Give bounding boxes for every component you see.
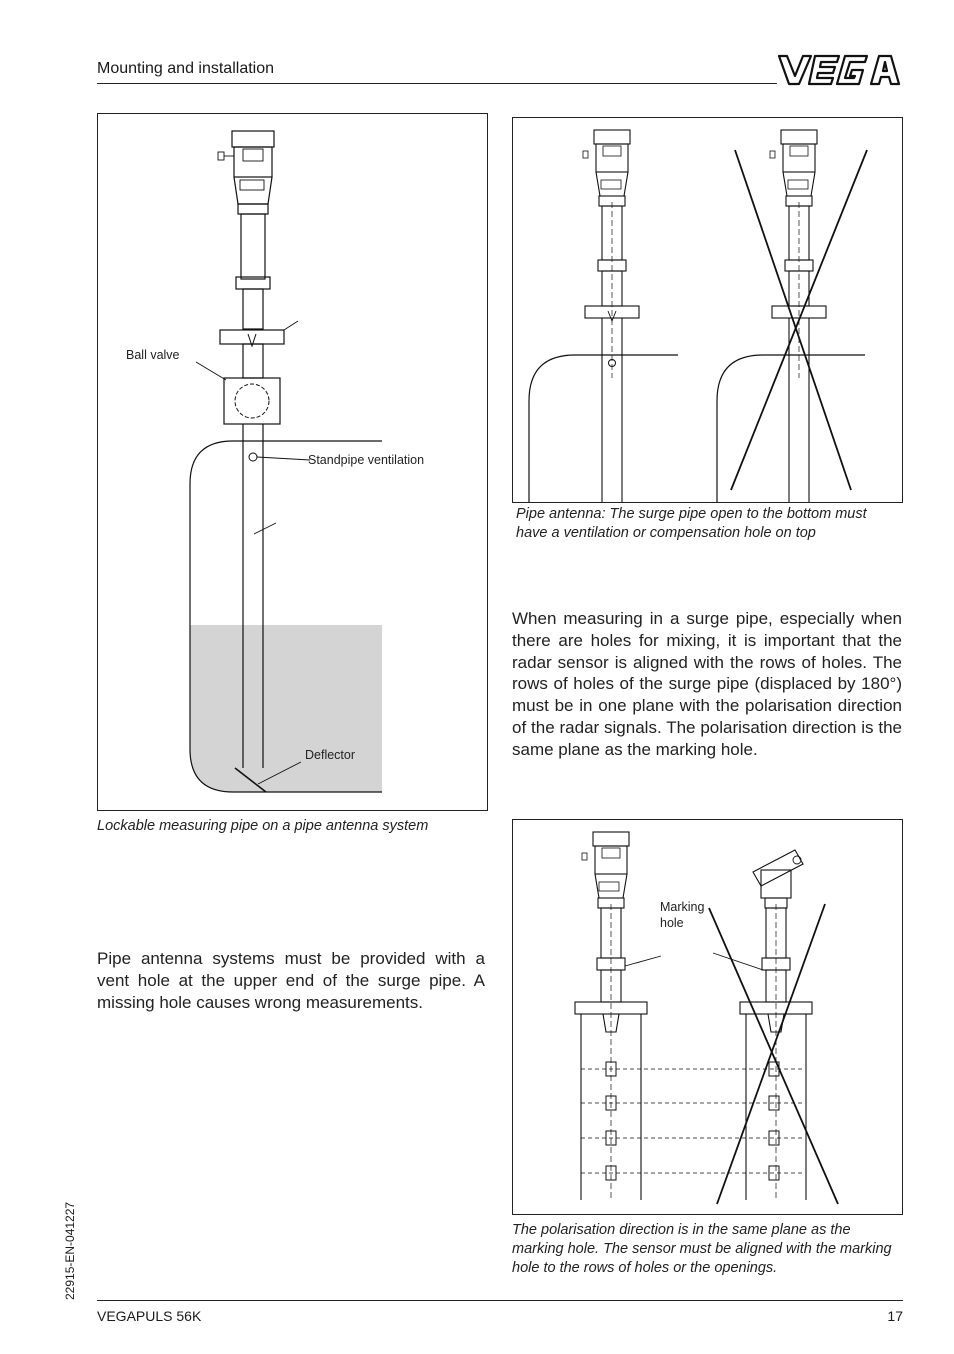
label-marking: Marking: [660, 900, 705, 914]
vega-logo: [775, 50, 903, 90]
caption-measuring-pipe: Lockable measuring pipe on a pipe antenna system: [97, 818, 429, 834]
figure-measuring-pipe: [97, 113, 488, 811]
section-title: Mounting and installation: [97, 60, 275, 77]
caption-polarisation-alignment: The polarisation direction is in the same plane as the marking hole. The sensor must be aligned with the marking hole to the rows of holes or the openings.: [512, 1222, 892, 1276]
page-number: 17: [887, 1308, 903, 1324]
paragraph-vent-hole: Pipe antenna systems must be provided with a vent hole at the upper end of the surge pipe. A missing hole causes wrong measurements.: [97, 949, 485, 1012]
label-hole: hole: [660, 916, 684, 930]
figure-polarisation-alignment: [512, 819, 903, 1215]
label-deflector: Deflector: [305, 748, 356, 762]
figure-surge-pipe-ventilation: [512, 117, 903, 503]
label-standpipe-ventilation: Standpipe ventilation: [308, 453, 425, 467]
document-code: 22915-EN-041227: [63, 1201, 77, 1300]
label-ball-valve: Ball valve: [126, 348, 180, 362]
footer-rule: [97, 1300, 903, 1301]
header-rule: [97, 83, 777, 84]
caption-surge-pipe-ventilation: Pipe antenna: The surge pipe open to the bottom must have a ventilation or compensation hole on top: [516, 506, 867, 541]
paragraph-surge-pipe-alignment: When measuring in a surge pipe, especially when there are holes for mixing, it is important that the radar sensor is aligned with the rows of holes. The rows of holes of the surge pipe (displaced by 180°) must be in one plane with the polarisation direction of the radar signals. The polarisation direction is the same plane as the marking hole.: [512, 609, 902, 759]
product-name: VEGAPULS 56K: [97, 1308, 202, 1324]
